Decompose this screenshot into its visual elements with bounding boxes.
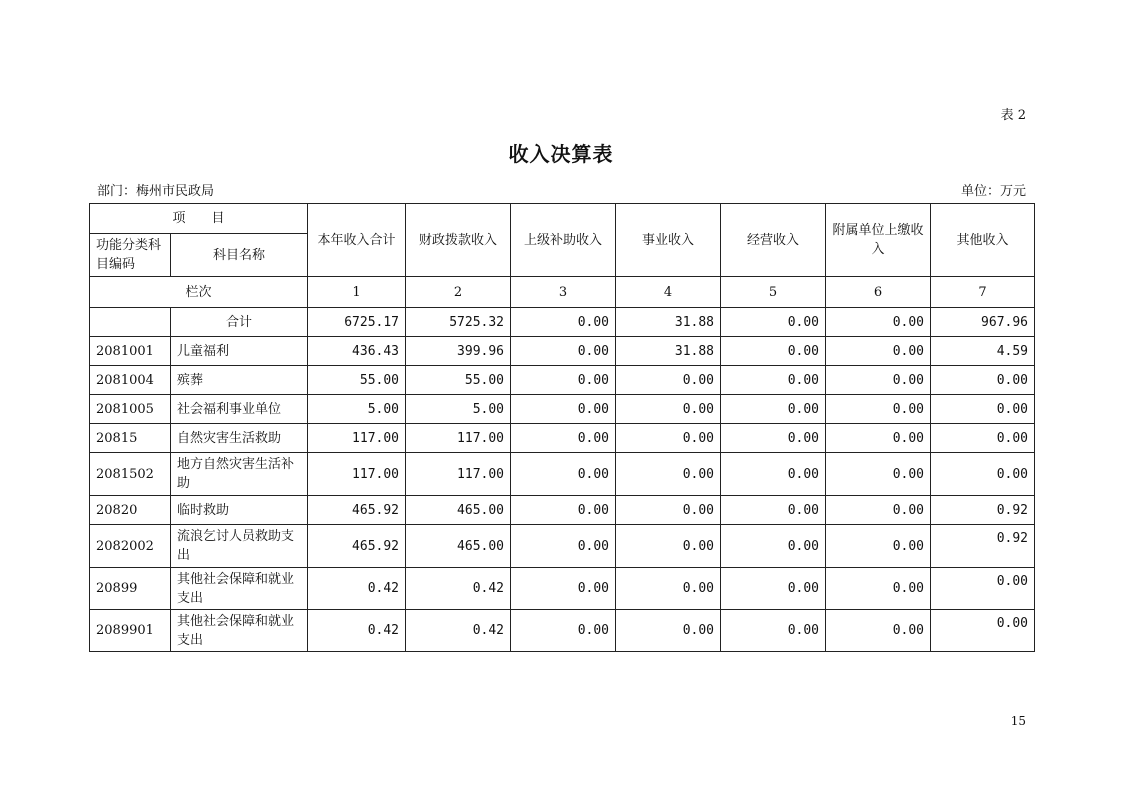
row-value: 117.00	[406, 424, 511, 453]
table-row	[90, 453, 1035, 496]
table-number-label: 表 2	[1000, 108, 1026, 123]
row-value: 0.00	[826, 424, 931, 453]
unit-line	[961, 180, 1026, 199]
row-value: 4.59	[931, 337, 1035, 366]
unit-label: 单位：	[960, 184, 1000, 199]
row-code: 2082002	[90, 525, 171, 568]
row-value: 0.00	[721, 395, 826, 424]
row-value: 0.00	[826, 453, 931, 496]
header-col-6: 附属单位上缴收入	[826, 204, 931, 277]
row-value: 0.00	[511, 453, 616, 496]
row-code: 2081004	[90, 366, 171, 395]
header-col-4: 事业收入	[616, 204, 721, 277]
total-value: 0.00	[511, 308, 616, 337]
row-value: 0.00	[616, 453, 721, 496]
row-value: 465.92	[308, 525, 406, 568]
header-item: 项 目	[90, 204, 308, 234]
row-value: 117.00	[406, 453, 511, 496]
page-number: 15	[1010, 714, 1026, 728]
row-value: 0.00	[616, 366, 721, 395]
row-value: 0.00	[721, 366, 826, 395]
table-row	[90, 568, 1035, 610]
col-number: 4	[616, 277, 721, 308]
row-code: 2081005	[90, 395, 171, 424]
department-line	[97, 180, 214, 199]
table-row	[90, 366, 1035, 395]
row-value: 465.92	[308, 496, 406, 525]
page-title: 收入决算表	[508, 142, 614, 166]
row-value: 0.00	[511, 366, 616, 395]
row-value: 0.42	[308, 568, 406, 610]
row-value: 0.00	[826, 568, 931, 610]
row-value: 0.00	[511, 337, 616, 366]
row-value: 0.92	[931, 525, 1035, 568]
row-name: 儿童福利	[171, 337, 308, 366]
income-table	[89, 203, 1035, 652]
row-value: 0.00	[826, 525, 931, 568]
row-value: 0.00	[511, 568, 616, 610]
header-col-3: 上级补助收入	[511, 204, 616, 277]
department-label: 部门：	[97, 184, 137, 199]
row-value: 117.00	[308, 424, 406, 453]
header-col-5: 经营收入	[721, 204, 826, 277]
row-value: 0.92	[931, 496, 1035, 525]
row-value: 117.00	[308, 453, 406, 496]
row-name: 地方自然灾害生活补助	[171, 453, 308, 496]
total-code-cell	[90, 308, 171, 337]
row-value: 0.00	[511, 395, 616, 424]
department-value: 梅州市民政局	[136, 184, 215, 199]
table-row	[90, 337, 1035, 366]
row-value: 0.42	[406, 568, 511, 610]
row-value: 5.00	[308, 395, 406, 424]
row-value: 0.42	[308, 610, 406, 652]
total-row	[90, 308, 1035, 337]
row-value: 0.00	[721, 568, 826, 610]
unit-value: 万元	[999, 184, 1026, 199]
row-value: 5.00	[406, 395, 511, 424]
row-value: 0.00	[721, 525, 826, 568]
row-value: 55.00	[308, 366, 406, 395]
row-value: 31.88	[616, 337, 721, 366]
header-subject-name: 科目名称	[171, 234, 308, 277]
row-name: 流浪乞讨人员救助支出	[171, 525, 308, 568]
row-value: 0.00	[616, 610, 721, 652]
total-value: 967.96	[931, 308, 1035, 337]
row-value: 0.00	[931, 366, 1035, 395]
row-name: 其他社会保障和就业支出	[171, 610, 308, 652]
row-value: 0.00	[931, 453, 1035, 496]
row-value: 0.00	[721, 496, 826, 525]
row-code: 20820	[90, 496, 171, 525]
header-col-2: 财政拨款收入	[406, 204, 511, 277]
row-code: 2081502	[90, 453, 171, 496]
row-value: 465.00	[406, 525, 511, 568]
table-row	[90, 525, 1035, 568]
row-value: 0.00	[931, 424, 1035, 453]
row-value: 0.00	[511, 610, 616, 652]
table-row	[90, 424, 1035, 453]
total-label: 合计	[171, 308, 308, 337]
total-value: 0.00	[721, 308, 826, 337]
row-value: 0.00	[826, 496, 931, 525]
row-value: 0.00	[931, 395, 1035, 424]
row-value: 0.00	[511, 525, 616, 568]
row-code: 20899	[90, 568, 171, 610]
row-value: 0.00	[721, 610, 826, 652]
row-name: 临时救助	[171, 496, 308, 525]
table-row	[90, 610, 1035, 652]
row-name: 社会福利事业单位	[171, 395, 308, 424]
row-code: 2081001	[90, 337, 171, 366]
header-col-7: 其他收入	[931, 204, 1035, 277]
row-value: 0.00	[511, 424, 616, 453]
row-value: 0.00	[931, 568, 1035, 610]
row-number-label: 栏次	[90, 277, 308, 308]
col-number: 2	[406, 277, 511, 308]
row-value: 0.00	[826, 366, 931, 395]
table-row	[90, 395, 1035, 424]
row-value: 0.00	[931, 610, 1035, 652]
col-number: 1	[308, 277, 406, 308]
header-col-1: 本年收入合计	[308, 204, 406, 277]
header-func-code: 功能分类科目编码	[90, 234, 171, 277]
table-row	[90, 496, 1035, 525]
row-code: 2089901	[90, 610, 171, 652]
row-value: 0.42	[406, 610, 511, 652]
row-value: 0.00	[511, 496, 616, 525]
row-value: 0.00	[721, 337, 826, 366]
row-value: 55.00	[406, 366, 511, 395]
col-number: 6	[826, 277, 931, 308]
total-value: 5725.32	[406, 308, 511, 337]
row-value: 436.43	[308, 337, 406, 366]
row-code: 20815	[90, 424, 171, 453]
row-value: 0.00	[616, 525, 721, 568]
row-value: 465.00	[406, 496, 511, 525]
row-value: 0.00	[826, 337, 931, 366]
row-value: 399.96	[406, 337, 511, 366]
row-value: 0.00	[616, 496, 721, 525]
row-value: 0.00	[826, 395, 931, 424]
total-value: 0.00	[826, 308, 931, 337]
col-number: 7	[931, 277, 1035, 308]
row-name: 其他社会保障和就业支出	[171, 568, 308, 610]
row-name: 自然灾害生活救助	[171, 424, 308, 453]
row-name: 殡葬	[171, 366, 308, 395]
total-value: 31.88	[616, 308, 721, 337]
row-value: 0.00	[721, 424, 826, 453]
row-value: 0.00	[616, 568, 721, 610]
row-value: 0.00	[826, 610, 931, 652]
row-value: 0.00	[616, 424, 721, 453]
row-value: 0.00	[721, 453, 826, 496]
row-value: 0.00	[616, 395, 721, 424]
col-number: 3	[511, 277, 616, 308]
total-value: 6725.17	[308, 308, 406, 337]
col-number: 5	[721, 277, 826, 308]
